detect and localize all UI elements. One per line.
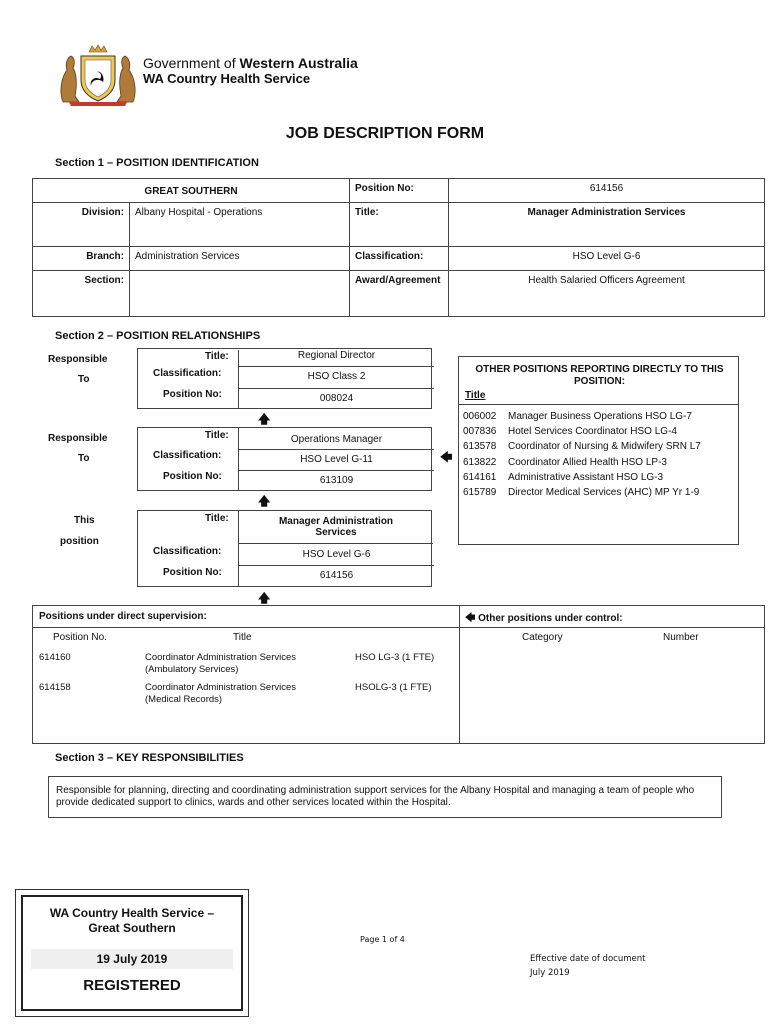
government-title: Government of Western Australia	[143, 55, 358, 71]
box1-position-no-label: Position No:	[163, 389, 222, 400]
award-label: Award/Agreement	[349, 270, 449, 317]
other-positions-list	[463, 409, 701, 500]
supervision-heading: Positions under direct supervision:	[39, 611, 207, 622]
regional-director-box	[137, 348, 432, 409]
box1-classification-label: Classification:	[153, 368, 222, 379]
division-label: Division:	[32, 202, 130, 247]
registration-stamp	[15, 889, 249, 1017]
key-responsibilities-text: Responsible for planning, directing and coordinating administration support services for the Albany Hospital and managing a team of people who provide dedicated support to clinics, wards and other services located within the Hospital.	[48, 776, 722, 818]
box1-position-no-value: 008024	[238, 389, 434, 409]
other-positions-heading: OTHER POSITIONS REPORTING DIRECTLY TO THIS POSITION:	[475, 364, 724, 387]
col-category: Category	[522, 632, 563, 643]
list-item: 615789 Director Medical Services (AHC) MP Yr 1-9	[463, 487, 700, 499]
list-item: 007836 Hotel Services Coordinator HSO LG-4	[463, 426, 677, 438]
up-arrow-icon: 🡅	[258, 591, 271, 605]
stamp-date: 19 July 2019	[31, 949, 233, 969]
box2-position-no-label: Position No:	[163, 471, 222, 482]
service-name: WA Country Health Service	[143, 71, 311, 86]
classification-value: HSO Level G-6	[448, 246, 765, 271]
box2-position-no-value: 613109	[238, 470, 434, 491]
responsible-to-label-1b: To	[78, 374, 90, 385]
box3-position-no-label: Position No:	[163, 567, 222, 578]
left-arrow-icon: 🡄	[440, 450, 453, 464]
responsible-to-label-1: Responsible	[48, 354, 108, 365]
col-number: Number	[663, 632, 699, 643]
box3-classification-value: HSO Level G-6	[238, 544, 434, 566]
branch-value: Administration Services	[129, 246, 350, 271]
up-arrow-icon: 🡅	[258, 412, 271, 426]
table-row-2-no: 614158	[39, 682, 71, 693]
box1-title-label: Title:	[205, 351, 229, 362]
box2-title-value: Operations Manager	[238, 428, 434, 450]
section-label: Section:	[32, 270, 130, 317]
box2-title-label: Title:	[205, 430, 229, 441]
up-arrow-icon: 🡅	[258, 494, 271, 508]
other-positions-box	[458, 356, 739, 545]
operations-manager-box	[137, 427, 432, 491]
effective-date: Effective date of document July 2019	[530, 954, 646, 978]
classification-label: Classification:	[349, 246, 449, 271]
table-row-1-title: Coordinator Administration Services (Ambulatory Services)	[145, 652, 297, 675]
stamp-service: WA Country Health Service – Great Southern	[49, 906, 215, 935]
other-title-label: Title	[465, 390, 486, 401]
branch-label: Branch:	[32, 246, 130, 271]
this-position-label-b: position	[60, 536, 99, 547]
other-divider	[459, 404, 738, 405]
list-item: 614161 Administrative Assistant HSO LG-3	[463, 471, 664, 483]
other-control-heading: 🡄 Other positions under control:	[465, 613, 623, 624]
this-position-label: This	[74, 515, 95, 526]
responsible-to-label-2: Responsible	[48, 433, 108, 444]
responsible-to-label-2b: To	[78, 453, 90, 464]
table-row-1-level: HSO LG-3 (1 FTE)	[355, 652, 435, 663]
form-title: JOB DESCRIPTION FORM	[285, 125, 485, 142]
section2-heading: Section 2 – POSITION RELATIONSHIPS	[55, 330, 261, 342]
stamp-status: REGISTERED	[83, 977, 181, 994]
wa-crest-logo	[55, 44, 141, 106]
region-cell: GREAT SOUTHERN	[32, 178, 350, 203]
col-position-no: Position No.	[53, 632, 107, 643]
section1-heading: Section 1 – POSITION IDENTIFICATION	[55, 157, 259, 169]
supervision-table	[32, 605, 765, 744]
box3-title-label: Title:	[205, 513, 229, 524]
box3-title-value: Manager Administration Services	[238, 511, 433, 544]
division-value: Albany Hospital - Operations	[129, 202, 350, 247]
position-no-value: 614156	[448, 178, 765, 203]
title-label: Title:	[349, 202, 449, 247]
table-row-2-level: HSOLG-3 (1 FTE)	[355, 682, 432, 693]
table-row-2-title: Coordinator Administration Services (Medical Records)	[145, 682, 297, 705]
list-item: 613822 Coordinator Allied Health HSO LP-3	[463, 456, 667, 468]
left-arrow-icon: 🡄	[465, 613, 476, 624]
list-item: 006002 Manager Business Operations HSO LG-7	[463, 411, 692, 422]
box1-title-value: Regional Director	[238, 350, 434, 367]
this-position-box	[137, 510, 432, 587]
box2-classification-label: Classification:	[153, 450, 222, 461]
list-item: 613578 Coordinator of Nursing & Midwifery SRN L7	[463, 441, 701, 453]
section-value	[129, 270, 350, 317]
col-title: Title	[233, 632, 252, 643]
box1-classification-value: HSO Class 2	[238, 366, 434, 389]
box2-classification-value: HSO Level G-11	[238, 449, 434, 471]
award-value: Health Salaried Officers Agreement	[448, 270, 765, 317]
box3-classification-label: Classification:	[153, 546, 222, 557]
page-number: Page 1 of 4	[360, 935, 405, 944]
box3-position-no-value: 614156	[238, 565, 434, 587]
table-row-1-no: 614160	[39, 652, 71, 663]
position-no-label: Position No:	[349, 178, 449, 203]
title-value: Manager Administration Services	[448, 202, 765, 247]
section3-heading: Section 3 – KEY RESPONSIBILITIES	[55, 752, 244, 764]
